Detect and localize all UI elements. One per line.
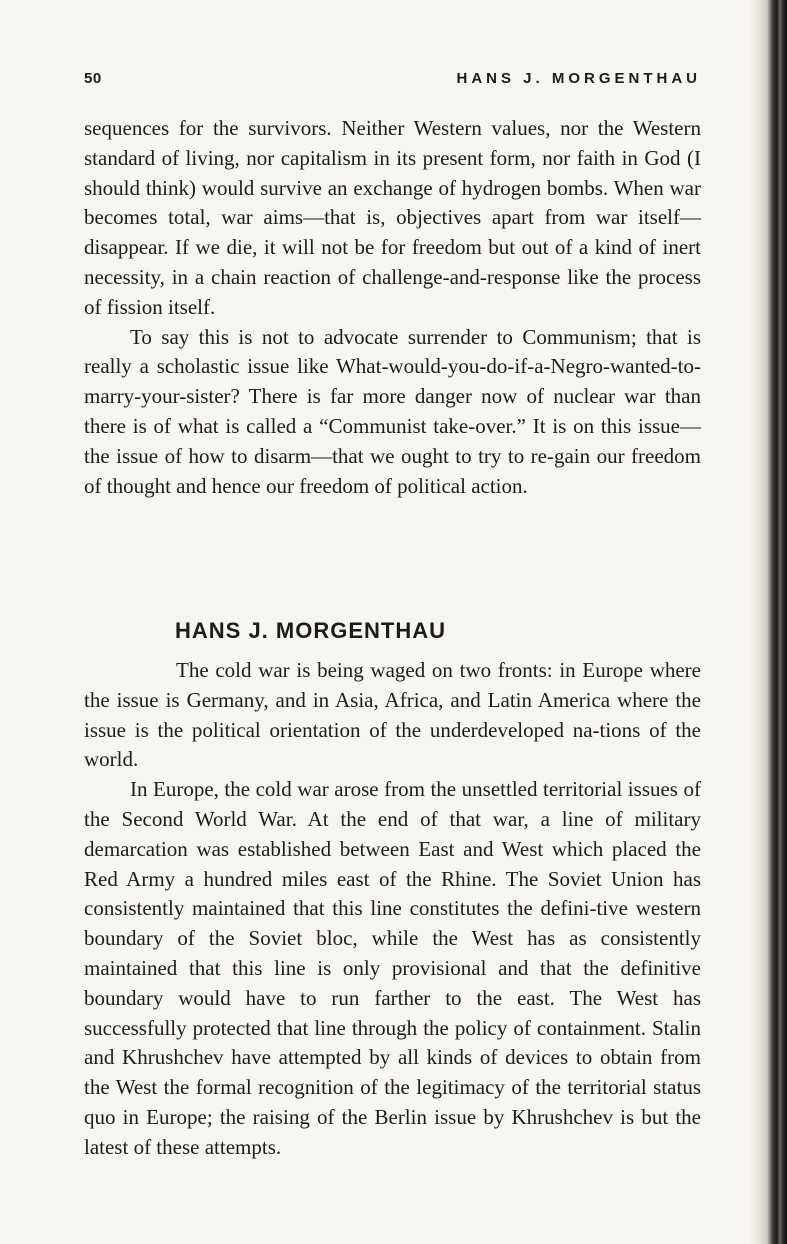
running-head [84,70,701,94]
paragraph: To say this is not to advocate surrender to Communism; that is really a scholastic issue like What-would-you-do-if-a-Negro-wanted-to-marry-your-sister? There is far more danger now of nuclear war than there is of what is called a “Communist take-over.” It is on this issue—the issue of how to disarm—that we ought to try to re-gain our freedom of thought and hence our freedom of political action. [84,324,701,498]
page-number: 50 [84,70,102,87]
paragraph: sequences for the survivors. Neither Western values, nor the Western standard of living, nor capitalism in its present form, nor faith in God (I should think) would survive an exchange of hydrogen bombs. When war becomes total, war aims—that is, objectives apart from war itself—disappear. If we die, it will not be for freedom but out of a kind of inert necessity, in a chain reaction of challenge-and-response like the process of fission itself. [84,116,701,319]
running-title: HANS J. MORGENTHAU [456,70,701,87]
paragraph: The cold war is being waged on two fronts: in Europe where the issue is Germany, and in Asia, Africa, and Latin America where the issue is the political orientation of the underdeveloped na-tions of the world. [84,658,701,772]
paragraph: In Europe, the cold war arose from the unsettled territorial issues of the Second World War. At the end of that war, a line of military demarcation was established between East and West which placed the Red Army a hundred miles east of the Rhine. The Soviet Union has consistently maintained that this line constitutes the defini-tive western boundary of the Soviet bloc, while the West has as consistently maintained that this line is only provisional and that the definitive boundary would have to run farther to the east. The West has successfully protected that line through the policy of containment. Stalin and Khrushchev have attempted by all kinds of devices to obtain from the West the formal recognition of the legitimacy of the territorial status quo in Europe; the raising of the Berlin issue by Khrushchev is but the latest of these attempts. [84,777,701,1159]
section-heading: HANS J. MORGENTHAU [175,618,447,643]
section-text [84,656,701,1163]
continuation-text [84,114,701,501]
book-binding-edge [749,0,787,1244]
